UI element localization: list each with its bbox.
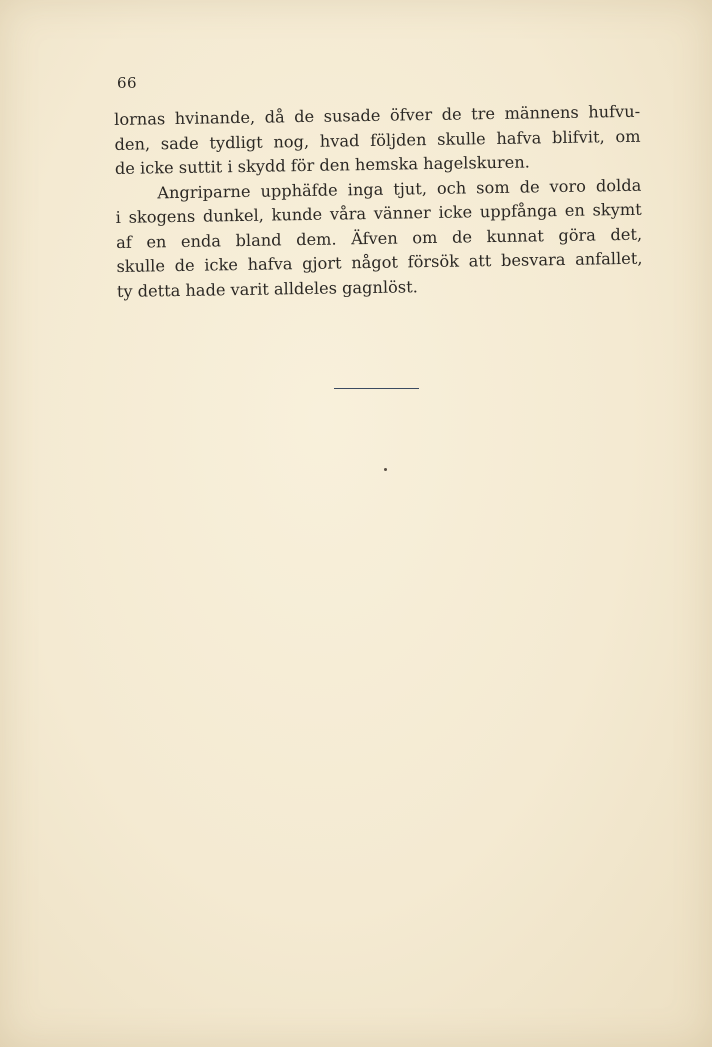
text-line: den, sade tydligt nog, hvad följden skulle hafva blifvit, om — [114, 126, 641, 154]
text-line: af en enda bland dem. Äfven om de kunnat göra det, — [115, 224, 643, 252]
page-number: 66 — [117, 74, 138, 92]
text-line: skulle de icke hafva gjort något försök att besvara anfallet, — [116, 248, 643, 276]
text-line: i skogens dunkel, kunde våra vänner icke uppfånga en skymt — [115, 199, 642, 227]
ink-speck — [384, 468, 387, 471]
text-line: lornas hvinande, då de susade öfver de tre männens hufvu- — [114, 101, 641, 129]
text-line: de icke suttit i skydd för den hemska hagelskuren. — [114, 152, 530, 178]
text-line: ty detta hade varit alldeles gagnlöst. — [116, 276, 418, 301]
chapter-end-rule — [334, 388, 419, 389]
body-text — [114, 100, 643, 304]
paragraph-start-line: Angriparne upphäfde inga tjut, och som de voro dolda — [157, 175, 642, 202]
